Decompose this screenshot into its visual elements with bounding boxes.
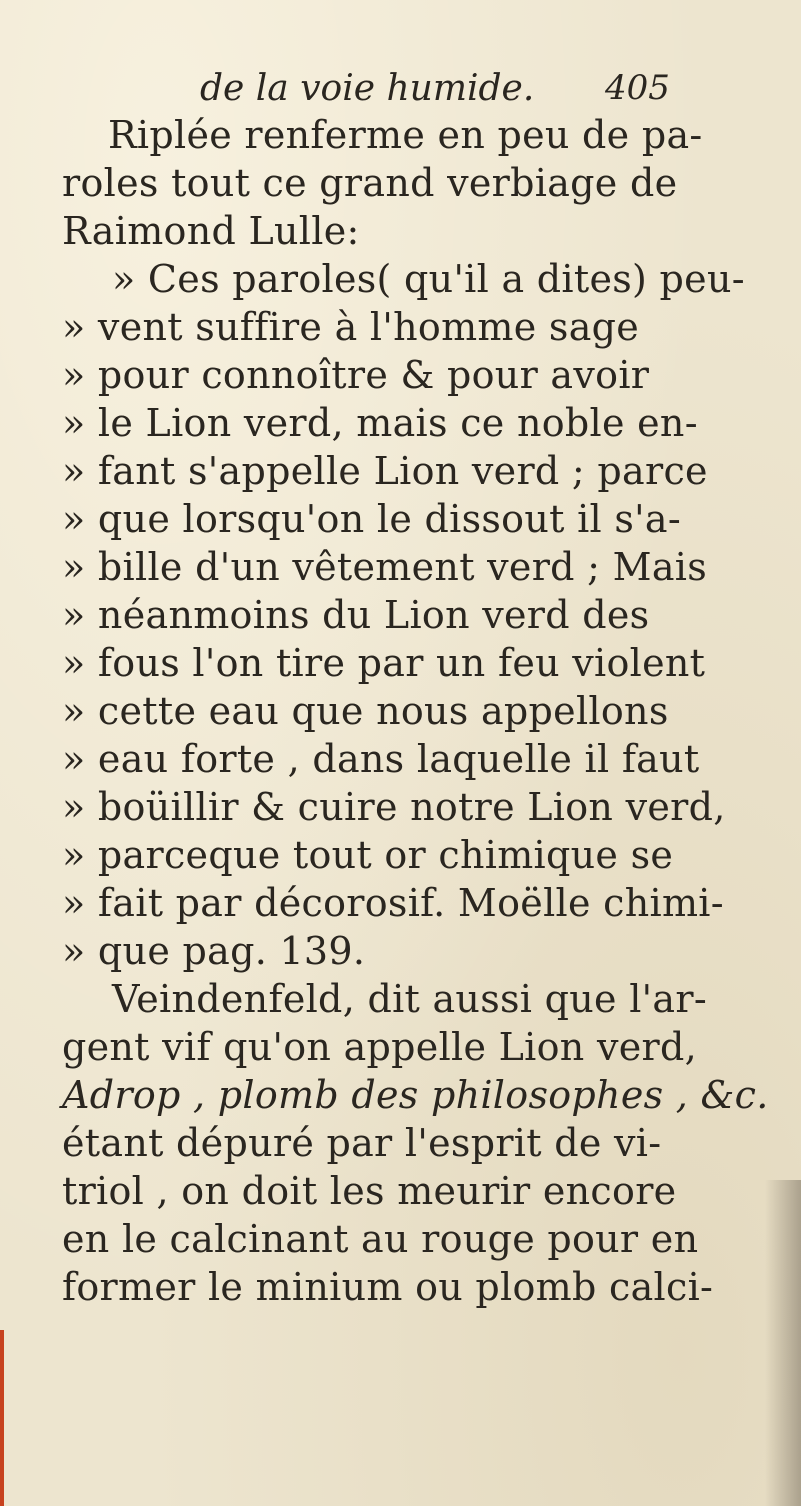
text-line-3: Raimond Lulle: <box>62 209 360 253</box>
text-line-22: étant dépuré par l'esprit de vi- <box>62 1121 662 1165</box>
text-line-21: Adrop , plomb des philosophes , &c. <box>62 1073 769 1117</box>
text-line-25: former le minium ou plomb calci- <box>62 1265 714 1309</box>
text-line-19: Veindenfeld, dit aussi que l'ar- <box>112 977 707 1021</box>
text-line-11: » néanmoins du Lion verd des <box>62 593 650 637</box>
text-line-16: » parceque tout or chimique se <box>62 833 674 877</box>
text-line-10: » bille d'un vêtement verd ; Mais <box>62 545 708 589</box>
page-edge-mark <box>0 1330 4 1506</box>
text-line-17: » fait par décorosif. Moëlle chimi- <box>62 881 724 925</box>
text-line-7: » le Lion verd, mais ce noble en- <box>62 401 698 445</box>
text-line-12: » fous l'on tire par un feu violent <box>62 641 706 685</box>
text-line-5: » vent suffire à l'homme sage <box>62 305 640 349</box>
text-line-4: » Ces paroles( qu'il a dites) peu- <box>112 257 745 301</box>
text-line-24: en le calcinant au rouge pour en <box>62 1217 699 1261</box>
text-line-23: triol , on doit les meurir encore <box>62 1169 677 1213</box>
text-line-8: » fant s'appelle Lion verd ; parce <box>62 449 708 493</box>
page-edge-shadow <box>765 1180 801 1506</box>
running-title: de la voie humide. <box>200 68 535 109</box>
text-line-20: gent vif qu'on appelle Lion verd, <box>62 1025 697 1069</box>
text-line-14: » eau forte , dans laquelle il faut <box>62 737 700 781</box>
text-line-2: roles tout ce grand verbiage de <box>62 161 678 205</box>
text-line-13: » cette eau que nous appellons <box>62 689 669 733</box>
page-number: 405 <box>605 68 670 108</box>
text-line-18: » que pag. 139. <box>62 929 366 973</box>
text-line-1: Riplée renferme en peu de pa- <box>108 113 703 157</box>
text-line-6: » pour connoître & pour avoir <box>62 353 650 397</box>
text-line-9: » que lorsqu'on le dissout il s'a- <box>62 497 681 541</box>
text-line-15: » boüillir & cuire notre Lion verd, <box>62 785 726 829</box>
